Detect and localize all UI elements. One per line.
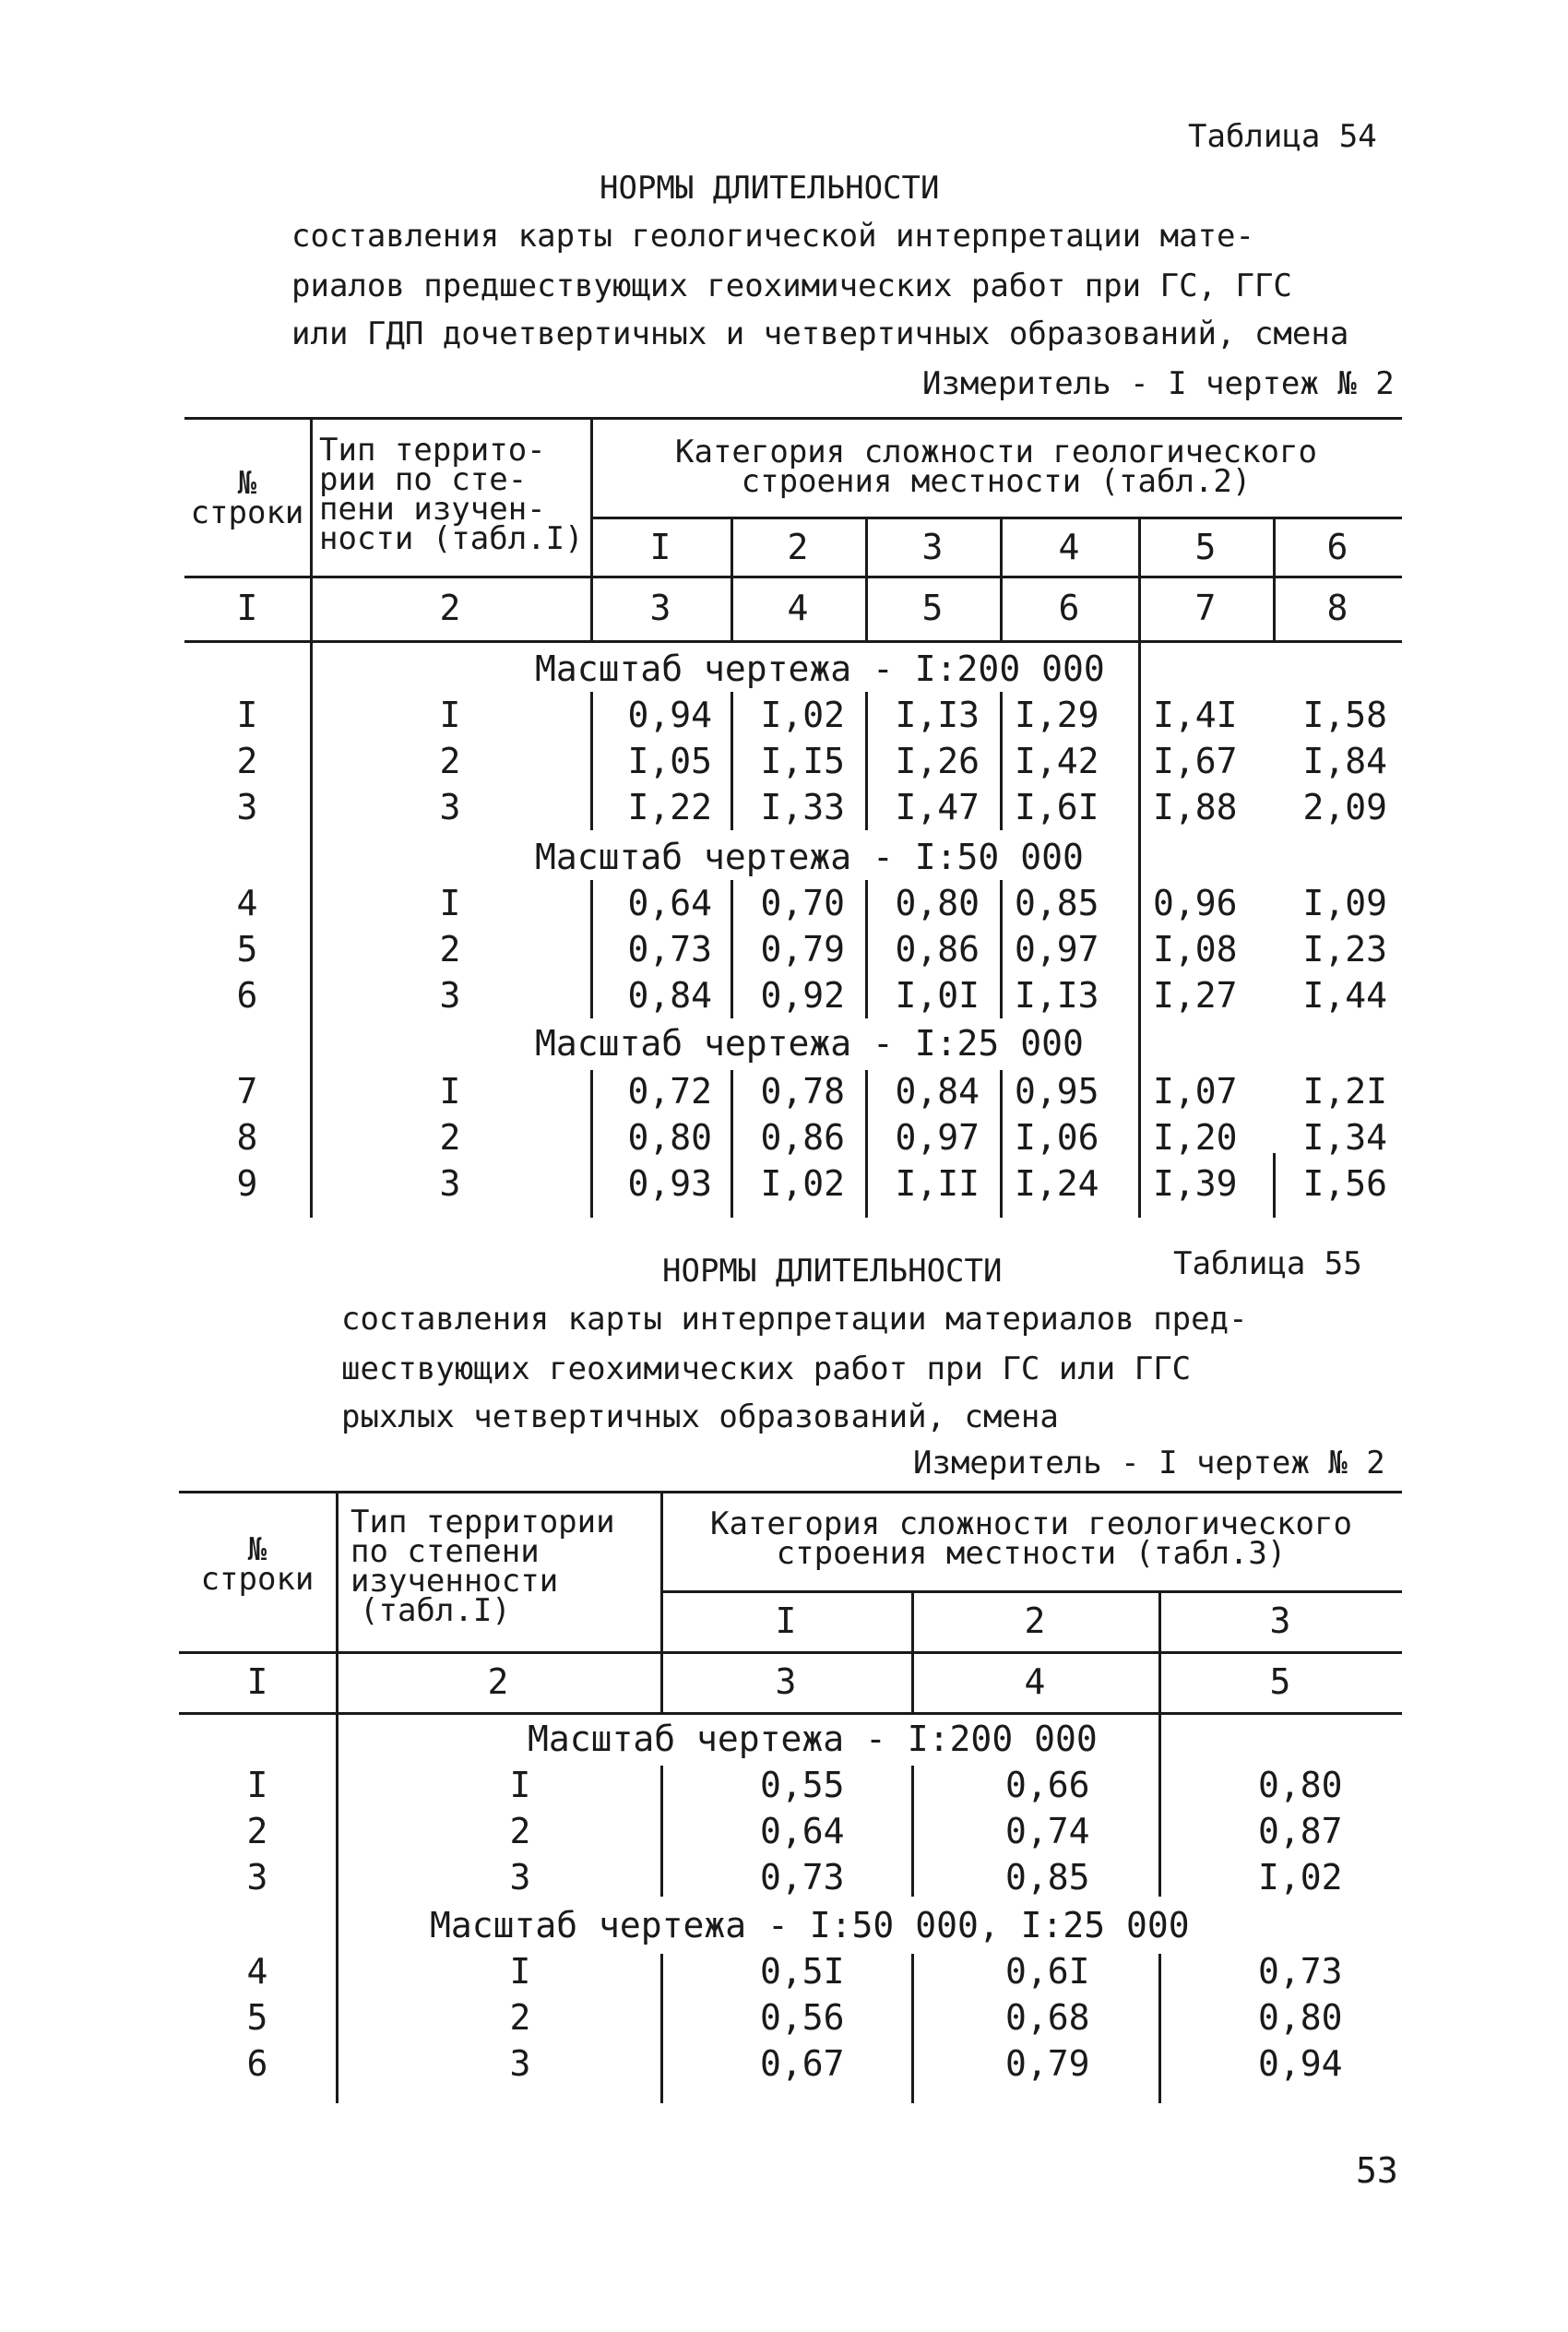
table-54-row-no: 3 [236, 787, 258, 827]
table-54-row-no: 8 [236, 1117, 258, 1158]
table-54-colnum-8: 8 [1326, 588, 1348, 628]
table-55-cell: 0,67 [760, 2043, 845, 2084]
table-54-cell: 0,95 [1015, 1071, 1099, 1112]
table-54-row-type: I [439, 695, 461, 735]
table-55-colnum-5: 5 [1269, 1661, 1291, 1702]
table-55-cell: 0,94 [1258, 2043, 1343, 2084]
table-54-cell: I,02 [760, 695, 845, 735]
table-54-row-no: I [236, 695, 258, 735]
table-54-row-type: 3 [439, 1163, 461, 1204]
table-55-row-type: 3 [509, 2043, 531, 2084]
table-54-scale-2: Масштаб чертежа - I:50 000 [535, 837, 1084, 877]
table-54-cell: I,67 [1153, 741, 1238, 781]
table-54-row-no: 6 [236, 975, 258, 1016]
table-55-cell: 0,6I [1005, 1951, 1090, 1992]
table-54-cell: I,39 [1153, 1163, 1238, 1204]
table-54-colnum-3: 3 [649, 588, 671, 628]
table-54-cell: 2,09 [1302, 787, 1387, 827]
table-54-cell: I,29 [1015, 695, 1099, 735]
table-54-category-2: 2 [787, 527, 809, 567]
table-55-cell: 0,5I [760, 1951, 845, 1992]
table-54-category-5: 5 [1194, 527, 1217, 567]
table-54-cell: I,34 [1302, 1117, 1387, 1158]
table-55-cell: 0,80 [1258, 1997, 1343, 2038]
table-54-row-no: 9 [236, 1163, 258, 1204]
table-54-row-no: 7 [236, 1071, 258, 1112]
table-55-cell: 0,66 [1005, 1765, 1090, 1805]
table-55-header-row: строки [200, 1561, 315, 1598]
table-54-cell: I,05 [627, 741, 712, 781]
table-54-cell: 0,78 [760, 1071, 845, 1112]
table-55-colnum-1: I [246, 1661, 268, 1702]
page-number: 53 [1356, 2150, 1398, 2191]
table-54-label: Таблица 54 [1188, 118, 1377, 155]
table-54-row-type: I [439, 1071, 461, 1112]
table-55-header-no: № [247, 1531, 267, 1568]
table-55-header-category-1: Категория сложности геологического [710, 1505, 1352, 1542]
table-55-row-type: I [509, 1951, 531, 1992]
table-55-colnum-3: 3 [775, 1661, 797, 1702]
table-54-colnum-7: 7 [1194, 588, 1217, 628]
table-54-header-territory-1: Тип террито- [319, 432, 546, 469]
table-54-cell: 0,97 [1015, 929, 1099, 970]
table-55-cell: 0,85 [1005, 1857, 1090, 1898]
table-55-colnum-4: 4 [1024, 1661, 1046, 1702]
table-54-cell: 0,80 [895, 883, 980, 923]
table-55-cell: 0,79 [1005, 2043, 1090, 2084]
table-54-cell: I,84 [1302, 741, 1387, 781]
table-54-row-no: 5 [236, 929, 258, 970]
table-55-scale-1: Масштаб чертежа - I:200 000 [528, 1719, 1098, 1759]
table-54-cell: I,22 [627, 787, 712, 827]
table-54-row-type: 2 [439, 741, 461, 781]
table-55-row-no: I [246, 1765, 268, 1805]
table-54-row-type: 3 [439, 975, 461, 1016]
table-55-header-category-2: строения местности (табл.3) [776, 1535, 1287, 1572]
table-55-row-no: 6 [246, 2043, 268, 2084]
table-54-scale-1: Масштаб чертежа - I:200 000 [535, 648, 1105, 689]
table-54-cell: 0,97 [895, 1117, 980, 1158]
table-55-cell: 0,56 [760, 1997, 845, 2038]
table-55-row-no: 2 [246, 1811, 268, 1851]
table-54-header-row: строки [190, 494, 304, 531]
table-54-header-territory-3: пени изучен- [319, 491, 546, 528]
table-55-cell: 0,74 [1005, 1811, 1090, 1851]
table-54-cell: I,I3 [1015, 975, 1099, 1016]
table-55-label: Таблица 55 [1173, 1245, 1362, 1282]
table-54-cell: I,06 [1015, 1117, 1099, 1158]
table-55-row-type: 2 [509, 1997, 531, 2038]
table-55-scale-2: Масштаб чертежа - I:50 000, I:25 000 [430, 1905, 1190, 1945]
table-54-cell: I,0I [895, 975, 980, 1016]
table-55-row-type: 3 [509, 1857, 531, 1898]
table-54-colnum-2: 2 [439, 588, 461, 628]
table-54-cell: I,4I [1153, 695, 1238, 735]
table-54-cell: 0,86 [760, 1117, 845, 1158]
table-55-row-no: 4 [246, 1951, 268, 1992]
table-55-subtitle-line-2: шествующих геохимических работ при ГС или ГГС [341, 1350, 1192, 1387]
table-54-colnum-6: 6 [1058, 588, 1080, 628]
table-55-row-no: 3 [246, 1857, 268, 1898]
table-54-category-1: I [649, 527, 671, 567]
table-55-cell: 0,64 [760, 1811, 845, 1851]
table-54-cell: I,02 [760, 1163, 845, 1204]
table-55-header-territory-1: Тип территории [350, 1504, 615, 1541]
table-54-header-category-1: Категория сложности геологического [675, 434, 1317, 470]
table-55-row-type: I [509, 1765, 531, 1805]
table-55-category-1: I [775, 1600, 797, 1641]
table-54-cell: I,47 [895, 787, 980, 827]
table-54-cell: I,09 [1302, 883, 1387, 923]
table-54-cell: 0,96 [1153, 883, 1238, 923]
table-55-cell: 0,87 [1258, 1811, 1343, 1851]
table-55-cell: 0,73 [760, 1857, 845, 1898]
table-55-header-territory-3: изученности [350, 1563, 559, 1600]
table-54-cell: 0,80 [627, 1117, 712, 1158]
table-54-cell: 0,70 [760, 883, 845, 923]
table-54-cell: 0,84 [895, 1071, 980, 1112]
table-55-subtitle-line-3: рыхлых четвертичных образований, смена [341, 1398, 1059, 1435]
table-54-cell: 0,93 [627, 1163, 712, 1204]
table-54-cell: I,I3 [895, 695, 980, 735]
table-54-cell: I,42 [1015, 741, 1099, 781]
table-54-header-territory-4: ности (табл.I) [319, 520, 584, 557]
table-54-cell: 0,72 [627, 1071, 712, 1112]
table-54-row-no: 2 [236, 741, 258, 781]
table-54-cell: I,88 [1153, 787, 1238, 827]
table-54-row-no: 4 [236, 883, 258, 923]
table-55-category-2: 2 [1024, 1600, 1046, 1641]
table-55-header-territory-4: (табл.I) [360, 1592, 511, 1629]
table-54-cell: 0,73 [627, 929, 712, 970]
table-54-header-category-2: строения местности (табл.2) [741, 463, 1252, 500]
table-54-row-type: 3 [439, 787, 461, 827]
table-54-colnum-1: I [236, 588, 258, 628]
table-54-cell: I,44 [1302, 975, 1387, 1016]
table-54-title: НОРМЫ ДЛИТЕЛЬНОСТИ [600, 170, 940, 207]
table-54-cell: I,II [895, 1163, 980, 1204]
table-55-subtitle-line-1: составления карты интерпретации материалов пред- [341, 1301, 1248, 1338]
table-55-row-no: 5 [246, 1997, 268, 2038]
table-55-cell: 0,73 [1258, 1951, 1343, 1992]
table-54-cell: I,56 [1302, 1163, 1387, 1204]
table-54-row-type: 2 [439, 929, 461, 970]
table-55-row-type: 2 [509, 1811, 531, 1851]
table-55-header-territory-2: по степени [350, 1533, 540, 1570]
table-54-scale-3: Масштаб чертежа - I:25 000 [535, 1023, 1084, 1064]
table-55-cell: 0,55 [760, 1765, 845, 1805]
table-54-header-territory-2: рии по сте- [319, 461, 528, 498]
table-54-cell: I,26 [895, 741, 980, 781]
table-54-header-no: № [237, 465, 257, 502]
table-55-unit: Измеритель - I чертеж № 2 [913, 1445, 1385, 1481]
table-54-cell: I,33 [760, 787, 845, 827]
table-54-subtitle-line-2: риалов предшествующих геохимических работ при ГС, ГГС [291, 268, 1292, 304]
table-54-row-type: I [439, 883, 461, 923]
table-55-cell: I,02 [1258, 1857, 1343, 1898]
table-54-colnum-5: 5 [921, 588, 944, 628]
table-54-cell: 0,64 [627, 883, 712, 923]
table-55-title: НОРМЫ ДЛИТЕЛЬНОСТИ [662, 1253, 1003, 1290]
table-54-colnum-4: 4 [787, 588, 809, 628]
table-54-cell: 0,94 [627, 695, 712, 735]
table-54-unit: Измеритель - I чертеж № 2 [922, 365, 1395, 402]
table-54-cell: I,I5 [760, 741, 845, 781]
table-55-cell: 0,80 [1258, 1765, 1343, 1805]
table-54-cell: I,6I [1015, 787, 1099, 827]
table-54-subtitle-line-3: или ГДП дочетвертичных и четвертичных образований, смена [291, 315, 1349, 352]
table-54-cell: I,2I [1302, 1071, 1387, 1112]
table-55-category-3: 3 [1269, 1600, 1291, 1641]
table-54-cell: I,23 [1302, 929, 1387, 970]
table-54-category-6: 6 [1326, 527, 1348, 567]
table-54-cell: 0,92 [760, 975, 845, 1016]
table-54-cell: I,58 [1302, 695, 1387, 735]
table-54-cell: I,27 [1153, 975, 1238, 1016]
table-54-subtitle-line-1: составления карты геологической интерпретации мате- [291, 218, 1254, 255]
table-55-cell: 0,68 [1005, 1997, 1090, 2038]
table-54-cell: I,24 [1015, 1163, 1099, 1204]
table-54-cell: 0,84 [627, 975, 712, 1016]
table-54-category-3: 3 [921, 527, 944, 567]
table-54-cell: 0,85 [1015, 883, 1099, 923]
table-54-cell: 0,86 [895, 929, 980, 970]
table-54-category-4: 4 [1058, 527, 1080, 567]
table-54-cell: I,07 [1153, 1071, 1238, 1112]
table-54-cell: I,20 [1153, 1117, 1238, 1158]
table-54-row-type: 2 [439, 1117, 461, 1158]
table-55-colnum-2: 2 [487, 1661, 509, 1702]
table-54-cell: 0,79 [760, 929, 845, 970]
table-54-cell: I,08 [1153, 929, 1238, 970]
